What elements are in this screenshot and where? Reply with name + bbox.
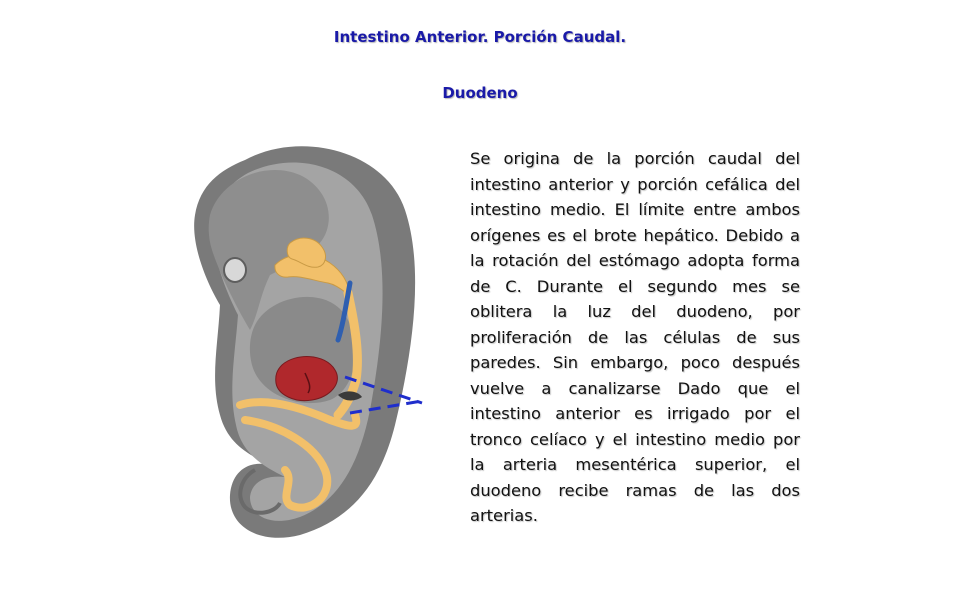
slide-title: Intestino Anterior. Porción Caudal.	[333, 28, 627, 46]
embryo-illustration	[150, 125, 450, 555]
liver	[276, 357, 338, 401]
slide-subtitle: Duodeno	[442, 84, 518, 102]
otic-vesicle	[224, 258, 246, 282]
body-paragraph: Se origina de la porción caudal del intestino anterior y porción cefálica del intestino medio. El límite entre ambos orígenes es el brote hepático. Debido a la rotación del estómago adopta forma de C. Durante el segundo mes se oblitera la luz del duodeno, por proliferación de las células de sus paredes. Sin embargo, poco después vuelve a canalizarse Dado que el intestino anterior es irrigado por el tronco celíaco y el intestino medio por la arteria mesentérica superior, el duodeno recibe ramas de las dos arterias.	[470, 149, 800, 525]
